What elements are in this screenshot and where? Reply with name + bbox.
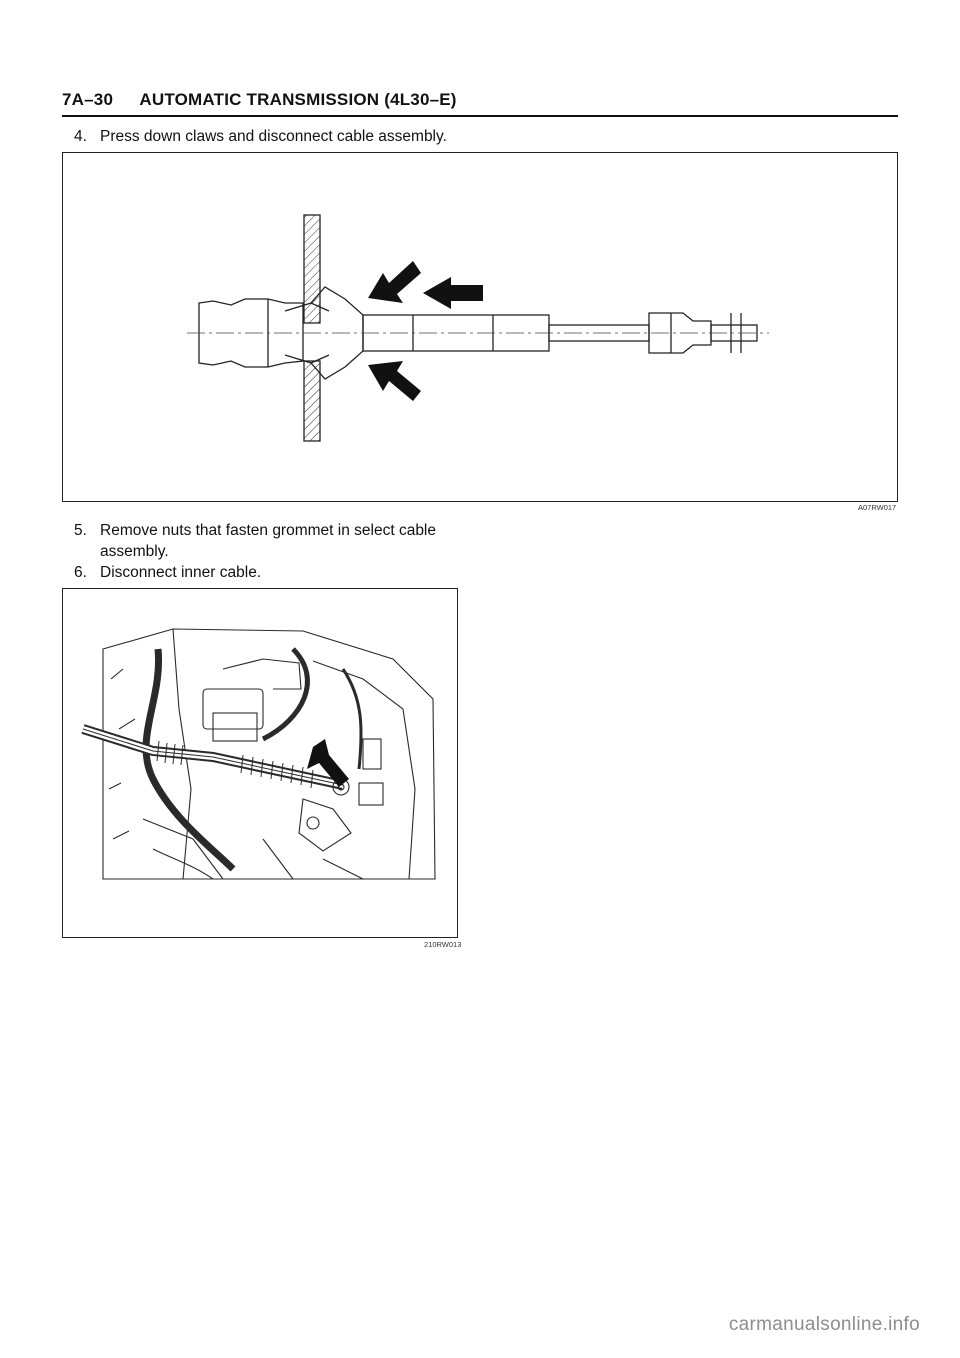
arrow-pull-direction: [423, 277, 483, 309]
arrow-upper-claw: [368, 261, 421, 303]
page-header: [62, 90, 457, 110]
step-4: 4. Press down claws and disconnect cable assembly.: [74, 128, 447, 145]
step-5-text-line1: Remove nuts that fasten grommet in select cable: [100, 522, 436, 539]
figure-2-code: 210RW013: [424, 940, 462, 949]
figure-1-code: A07RW017: [858, 503, 897, 512]
figure-cable-claws: [62, 152, 898, 502]
cable-claws-diagram: [63, 153, 897, 501]
step-4-text: Press down claws and disconnect cable assembly.: [100, 128, 447, 145]
figure-inner-cable: [62, 588, 458, 938]
section-number: 7A–30: [62, 90, 114, 109]
step-6: 6. Disconnect inner cable.: [74, 564, 262, 581]
section-title: AUTOMATIC TRANSMISSION (4L30–E): [139, 90, 457, 109]
header-rule: [62, 115, 898, 117]
step-5: 5. Remove nuts that fasten grommet in select cable assembly.: [74, 522, 436, 560]
inner-cable-illustration: [63, 589, 457, 937]
step-6-text: Disconnect inner cable.: [100, 564, 262, 581]
watermark: carmanualsonline.info: [728, 1314, 920, 1335]
arrow-lower-claw: [368, 361, 421, 401]
step-5-text-line2: assembly.: [100, 543, 169, 560]
